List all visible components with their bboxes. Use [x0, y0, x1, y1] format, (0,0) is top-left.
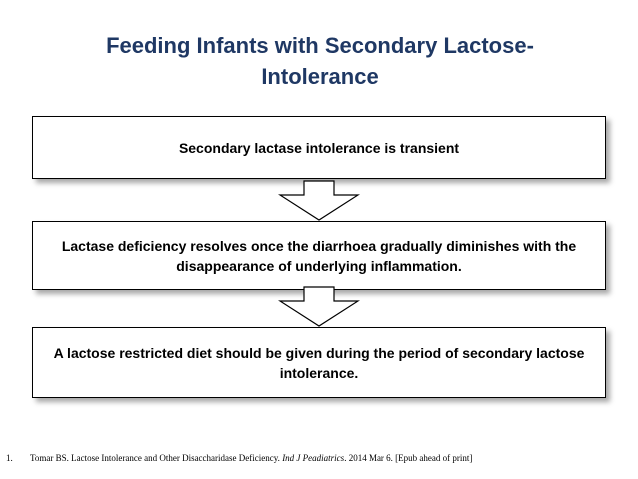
reference-journal: Ind J Peadiatrics — [282, 453, 345, 463]
down-arrow-icon — [278, 286, 360, 328]
slide-title: Feeding Infants with Secondary Lactose-Intolerance — [106, 33, 534, 89]
reference-date: . 2014 Mar 6. [Epub ahead of print] — [344, 453, 473, 463]
reference-text: Tomar BS. Lactose Intolerance and Other Disaccharidase Deficiency. — [30, 453, 280, 463]
flow-step-3: A lactose restricted diet should be given during the period of secondary lactose intolerance. — [32, 327, 606, 398]
reference-footnote — [6, 453, 472, 463]
flow-step-1: Secondary lactase intolerance is transient — [32, 116, 606, 179]
flow-step-2: Lactase deficiency resolves once the diarrhoea gradually diminishes with the disappearance of underlying inflammation. — [32, 221, 606, 290]
reference-number: 1. — [6, 453, 13, 463]
down-arrow-icon — [278, 180, 360, 222]
